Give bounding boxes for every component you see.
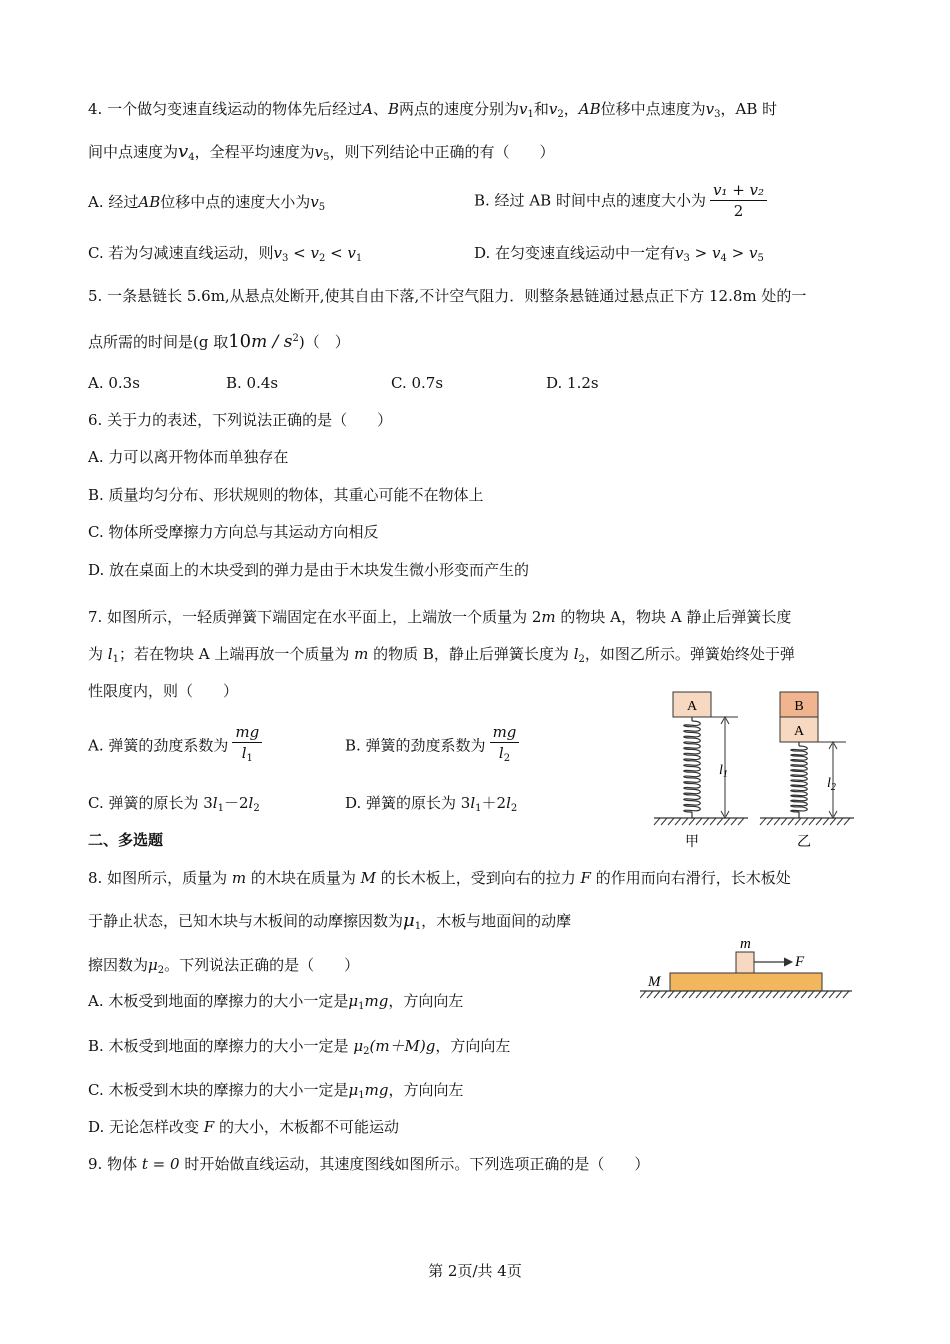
q4-option-d: D. 在匀变速直线运动中一定有$v_3 > v_4 > v_5$	[474, 244, 764, 264]
block-a-left-label: A	[686, 699, 698, 714]
q8-option-d: D. 无论怎样改变 F 的大小，木板都不可能运动	[88, 1118, 399, 1136]
page-footer: 第 2页/共 4页	[428, 1262, 522, 1280]
spring-figure	[640, 688, 870, 856]
block-a-right-label: A	[793, 724, 805, 739]
q6-option-c: C. 物体所受摩擦力方向总与其运动方向相反	[88, 523, 379, 541]
q7-option-c: C. 弹簧的原长为 $3l_1-2l_2$	[88, 794, 260, 814]
q7-line2: 为 $l_1$；若在物块 A 上端再放一个质量为 m 的物质 B，静止后弹簧长度为 $l_2$，如图乙所示。弹簧始终处于弹	[88, 645, 795, 665]
q4-line2: 间中点速度为$v_4$，全程平均速度为$v_5$，则下列结论中正确的有（ ）	[88, 141, 555, 163]
q4-line1: 4. 一个做匀变速直线运动的物体先后经过A、B两点的速度分别为$v_1$和$v_2$，AB位移中点速度为$v_3$，AB 时	[88, 100, 778, 120]
q8-line1: 8. 如图所示，质量为 m 的木块在质量为 M 的长木板上，受到向右的拉力 F 的作用而向右滑行，长木板处	[88, 869, 791, 887]
l2-label: $l_2$	[827, 776, 836, 793]
q5-option-b: B. 0.4s	[226, 374, 279, 392]
q6-option-b: B. 质量均匀分布、形状规则的物体，其重心可能不在物体上	[88, 486, 484, 504]
q5-option-d: D. 1.2s	[546, 374, 599, 392]
block-b-right-label: B	[794, 699, 804, 714]
q8-option-a: A. 木板受到地面的摩擦力的大小一定是$\mu_1mg$，方向向左	[88, 992, 464, 1012]
q5-line2: 点所需的时间是(g 取$10m / s^2$)（ ）	[88, 331, 350, 352]
q4-option-a: A. 经过AB位移中点的速度大小为$v_5$	[88, 193, 326, 213]
q6-option-a: A. 力可以离开物体而单独存在	[88, 448, 289, 466]
q7-line1: 7. 如图所示，一轻质弹簧下端固定在水平面上，上端放一个质量为 2m 的物块 A，物块 A 静止后弹簧长度	[88, 608, 792, 626]
q8-option-b: B. 木板受到地面的摩擦力的大小一定是 $\mu_2(m+M)g$，方向向左	[88, 1037, 511, 1057]
spring-left	[684, 717, 701, 818]
q5-line1: 5. 一条悬链长 5.6m,从悬点处断开,使其自由下落,不计空气阻力．则整条悬链通过悬点正下方 12.8m 处的一	[88, 287, 807, 305]
q7-option-b-fraction: $\frac{mg}{l_2}$	[490, 722, 520, 769]
label-m: m	[740, 936, 751, 952]
label-jia: 甲	[685, 835, 699, 850]
q6-stem: 6. 关于力的表述，下列说法正确的是（ ）	[88, 411, 393, 429]
label-M: M	[648, 974, 661, 990]
l1-label: $l_1$	[719, 763, 728, 780]
spring-right	[791, 742, 808, 818]
q6-option-d: D. 放在桌面上的木块受到的弹力是由于木块发生微小形变而产生的	[88, 561, 530, 579]
q8-option-c: C. 木板受到木块的摩擦力的大小一定是$\mu_1mg$，方向向左	[88, 1081, 464, 1101]
q7-option-d: D. 弹簧的原长为 $3l_1+2l_2$	[345, 794, 518, 814]
q8-line3: 擦因数为$\mu_2$。下列说法正确的是（ ）	[88, 956, 360, 976]
label-F: F	[795, 954, 805, 970]
q7-line3: 性限度内，则（ ）	[88, 682, 239, 700]
q7-option-b: B. 弹簧的劲度系数为 $\frac{mg}{l_2}$	[345, 722, 523, 769]
q5-option-a: A. 0.3s	[88, 374, 140, 392]
long-board	[670, 973, 822, 991]
q9-stem: 9. 物体 t = 0 时开始做直线运动，其速度图线如图所示。下列选项正确的是（ ）	[88, 1155, 650, 1173]
label-yi: 乙	[797, 835, 811, 850]
q7-option-a: A. 弹簧的劲度系数为 $\frac{mg}{l_1}$	[88, 722, 266, 769]
q4-option-c: C. 若为匀减速直线运动，则$v_3 < v_2 < v_1$	[88, 244, 363, 264]
small-block	[736, 952, 754, 973]
section-multi-choice-heading: 二、多选题	[88, 831, 164, 849]
q4-option-b: B. 经过 AB 时间中点的速度大小为 $\frac{\text{v₁ + v₂}}{2}$	[474, 180, 771, 221]
q7-option-a-fraction: $\frac{mg}{l_1}$	[232, 722, 262, 769]
q8-line2: 于静止状态，已知木块与木板间的动摩擦因数为$\mu_1$，木板与地面间的动摩	[88, 910, 572, 932]
q5-option-c: C. 0.7s	[391, 374, 444, 392]
board-figure	[640, 930, 860, 1002]
q4-option-b-fraction: $\frac{\text{v₁ + v₂}}{2}$	[710, 180, 767, 221]
